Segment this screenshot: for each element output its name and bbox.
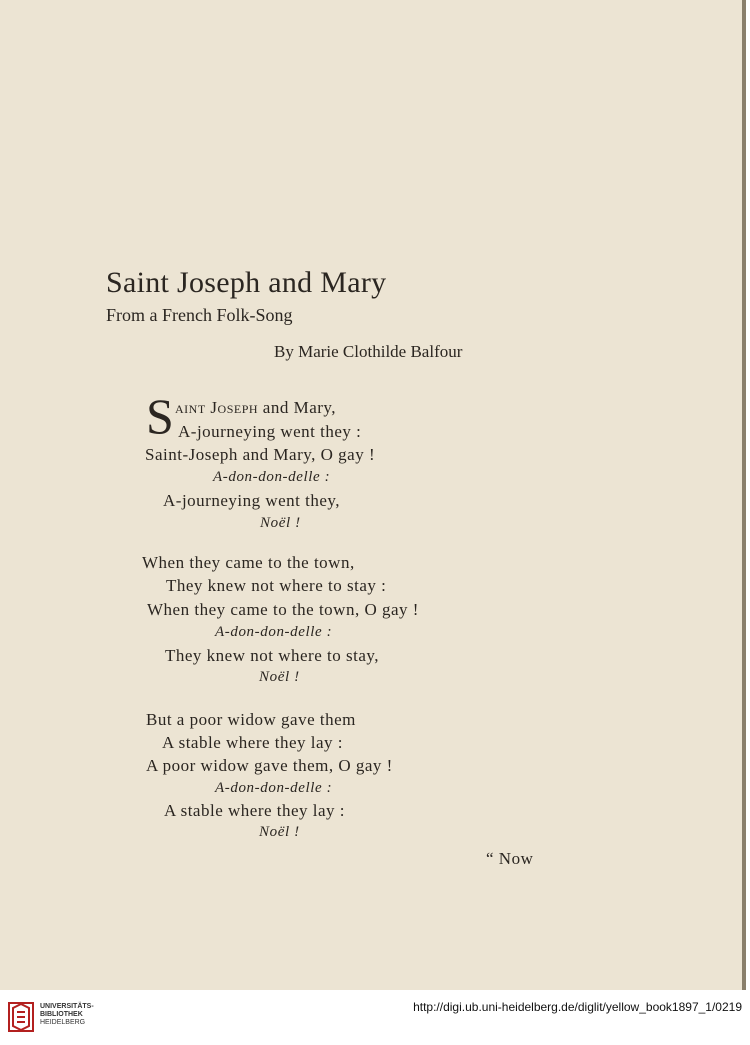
stanza2-noel: Noël ! <box>259 669 300 685</box>
stanza2-line1: When they came to the town, <box>142 553 355 572</box>
poem-subtitle: From a French Folk-Song <box>106 305 293 325</box>
stanza1-line1-smallcaps: aint Joseph <box>175 398 259 417</box>
stanza2-line5: They knew not where to stay, <box>165 646 380 665</box>
stanza1-line1-rest: and Mary, <box>258 398 337 417</box>
stanza2-line3: When they came to the town, O gay ! <box>147 600 419 619</box>
stanza3-line1: But a poor widow gave them <box>146 710 356 729</box>
stanza1-refrain: A-don-don-delle : <box>213 469 331 485</box>
logo-line1: UNIVERSITÄTS- <box>40 1003 94 1010</box>
page-edge <box>742 0 746 990</box>
stanza2-line2: They knew not where to stay : <box>166 576 387 595</box>
stanza1-line3: Saint-Joseph and Mary, O gay ! <box>145 445 376 464</box>
stanza1-noel: Noël ! <box>260 515 301 531</box>
stanza3-noel: Noël ! <box>259 824 300 840</box>
catchword: “ Now <box>486 849 534 868</box>
library-logo-icon <box>8 1000 34 1034</box>
source-url[interactable]: http://digi.ub.uni-heidelberg.de/diglit/yellow_book1897_1/0219 <box>413 1000 742 1014</box>
stanza1-line5: A-journeying went they, <box>163 491 341 510</box>
stanza3-refrain: A-don-don-delle : <box>215 780 333 796</box>
stanza3-line3: A poor widow gave them, O gay ! <box>146 756 393 775</box>
drop-cap: S <box>146 388 174 444</box>
logo-line3: HEIDELBERG <box>40 1019 86 1026</box>
logo-line2: BIBLIOTHEK <box>40 1011 83 1018</box>
poem-byline: By Marie Clothilde Balfour <box>274 342 463 361</box>
stanza1-line2: A-journeying went they : <box>178 422 362 441</box>
footer-bar <box>0 990 750 1045</box>
stanza1-line1 <box>175 398 336 418</box>
stanza3-line5: A stable where they lay : <box>164 801 346 820</box>
stanza2-refrain: A-don-don-delle : <box>215 624 333 640</box>
stanza3-line2: A stable where they lay : <box>162 733 344 752</box>
library-logo-text <box>40 1003 94 1027</box>
poem-title: Saint Joseph and Mary <box>106 266 387 299</box>
